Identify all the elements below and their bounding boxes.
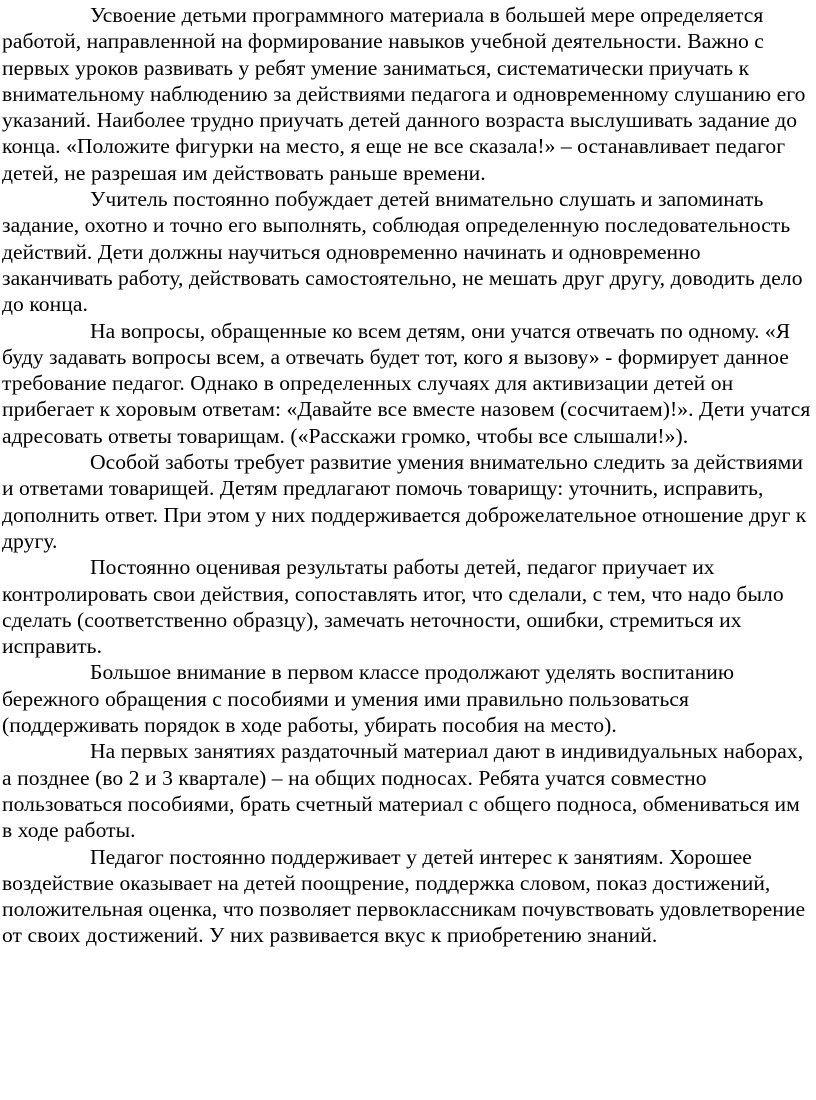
- paragraph-3: На вопросы, обращенные ко всем детям, они учатся отвечать по одному. «Я буду задавать вопросы всем, а отвечать будет тот, кого я вызову» - формирует данное требование педагог. Однако в определенных случаях для активизации детей он прибегает к хоровым ответам: «Давайте все вместе назовем (сосчитаем)!». Дети учатся адресовать ответы товарищам. («Расскажи громко, чтобы все слышали!»).: [2, 318, 811, 448]
- paragraph-1: Усвоение детьми программного материала в большей мере определяется работой, направленной на формирование навыков учебной деятельности. Важно с первых уроков развивать у ребят умение заниматься, систематически приучать к внимательному наблюдению за действиями педагога и одновременному слушанию его указаний. Наиболее трудно приучать детей данного возраста выслушивать задание до конца. «Положите фигурки на место, я еще не все сказала!» – останавливает педагог детей, не разрешая им действовать раньше времени.: [2, 3, 806, 185]
- paragraph-4: Особой заботы требует развитие умения внимательно следить за действиями и ответами товарищей. Детям предлагают помочь товарищу: уточнить, исправить, дополнить ответ. При этом у них поддерживается доброжелательное отношение друг к другу.: [2, 450, 807, 553]
- paragraph-5: Постоянно оценивая результаты работы детей, педагог приучает их контролировать свои действия, сопоставлять итог, что сделали, с тем, что надо было сделать (соответственно образцу), замечать неточности, ошибки, стремиться их исправить.: [2, 555, 784, 659]
- paragraph-6: Большое внимание в первом классе продолжают уделять воспитанию бережного обращения с пособиями и умения ими правильно пользоваться (поддерживать порядок в ходе работы, убирать пособия на место).: [2, 660, 735, 738]
- paragraph-7: На первых занятиях раздаточный материал дают в индивидуальных наборах, а позднее (во 2 и 3 квартале) – на общих подносах. Ребята учатся совместно пользоваться пособиями, брать счетный материал с общего подноса, обмениваться им в ходе работы.: [2, 739, 804, 843]
- paragraph-2: Учитель постоянно побуждает детей внимательно слушать и запоминать задание, охотно и точно его выполнять, соблюдая определенную последовательность действий. Дети должны научиться одновременно начинать и одновременно заканчивать работу, действовать самостоятельно, не мешать друг другу, доводить дело до конца.: [2, 187, 803, 317]
- paragraph-8: Педагог постоянно поддерживает у детей интерес к занятиям. Хорошее воздействие оказывает на детей поощрение, поддержка словом, показ достижений, положительная оценка, что позволяет первоклассникам почувствовать удовлетворение от своих достижений. У них развивается вкус к приобретению знаний.: [2, 844, 806, 948]
